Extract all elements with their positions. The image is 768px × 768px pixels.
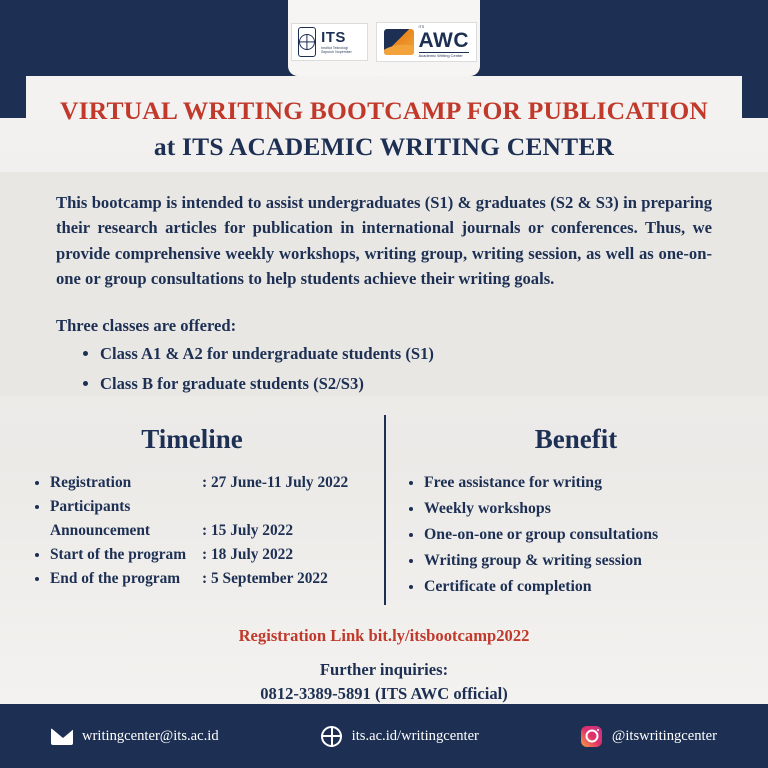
its-globe-icon xyxy=(298,27,316,57)
page-title xyxy=(0,96,768,162)
list-item: • Weekly workshops xyxy=(424,500,764,518)
timeline-value: : 27 June-11 July 2022 xyxy=(202,474,349,491)
registration-link[interactable]: Registration Link bit.ly/itsbootcamp2022 xyxy=(238,626,530,645)
list-item: • Class A1 & A2 for undergraduate students (S1) xyxy=(100,342,434,366)
timeline-value: : 5 September 2022 xyxy=(202,570,328,587)
description-paragraph: This bootcamp is intended to assist undergraduates (S1) & graduates (S2 & S3) in preparing their research articles for publication in international journals or conferences. Thus, we provide comprehensive weekly workshops, writing group, writing session, as well as one-on-one or group consultations to help students achieve their writing goals. xyxy=(56,193,712,289)
globe-icon xyxy=(321,725,343,747)
timeline-subvalue: : 15 July 2022 xyxy=(202,522,294,539)
contact-instagram[interactable] xyxy=(581,725,717,747)
bottom-bar xyxy=(0,704,768,768)
list-item: • Certificate of completion xyxy=(424,578,764,596)
mail-icon xyxy=(51,725,73,747)
contact-instagram-text: @itswritingcenter xyxy=(611,727,717,744)
timeline-value: : 18 July 2022 xyxy=(202,546,294,563)
timeline-label: • End of the program xyxy=(50,570,181,587)
inquiries-block xyxy=(0,658,768,706)
instagram-icon xyxy=(581,725,603,747)
awc-logo-top: ITS xyxy=(418,25,425,30)
awc-emblem-icon xyxy=(384,29,414,55)
list-item xyxy=(50,570,384,588)
benefit-heading: Benefit xyxy=(534,424,618,454)
awc-logo-name: AWC xyxy=(418,28,469,52)
contact-email[interactable] xyxy=(51,725,219,747)
awc-logo xyxy=(376,22,478,62)
contact-website-text: its.ac.id/writingcenter xyxy=(351,727,479,744)
benefit-list xyxy=(404,474,764,604)
inquiries-label: Further inquiries: xyxy=(319,660,449,679)
list-item: • Free assistance for writing xyxy=(424,474,764,492)
title-line-1: VIRTUAL WRITING BOOTCAMP FOR PUBLICATION xyxy=(60,96,708,125)
title-line-2: at ITS ACADEMIC WRITING CENTER xyxy=(153,132,615,161)
timeline-heading: Timeline xyxy=(141,424,243,454)
list-item xyxy=(50,474,384,492)
classes-intro: Three classes are offered: xyxy=(56,316,237,335)
awc-logo-subtitle: Academic Writing Center xyxy=(419,52,470,58)
timeline-label: • Registration xyxy=(50,474,132,491)
timeline-list xyxy=(24,474,384,594)
logo-group xyxy=(291,18,477,66)
list-item: • One-on-one or group consultations xyxy=(424,526,764,544)
its-logo-name: ITS xyxy=(321,29,346,47)
timeline-label: • Start of the program xyxy=(50,546,187,563)
its-logo-subtitle: Institut Teknologi Sepuluh Nopember xyxy=(321,46,352,54)
timeline-subrow xyxy=(50,522,384,540)
timeline-sublabel: Announcement xyxy=(50,522,151,539)
its-logo xyxy=(291,23,368,61)
list-item xyxy=(50,546,384,564)
timeline-label: • Participants xyxy=(50,498,131,515)
contact-website[interactable] xyxy=(321,725,479,747)
inquiries-phone: 0812-3389-5891 (ITS AWC official) xyxy=(260,684,508,704)
list-item: • Class B for graduate students (S2/S3) xyxy=(100,372,434,396)
contact-email-text: writingcenter@its.ac.id xyxy=(82,727,219,744)
classes-list xyxy=(78,342,434,402)
list-item xyxy=(50,498,384,516)
list-item: • Writing group & writing session xyxy=(424,552,764,570)
